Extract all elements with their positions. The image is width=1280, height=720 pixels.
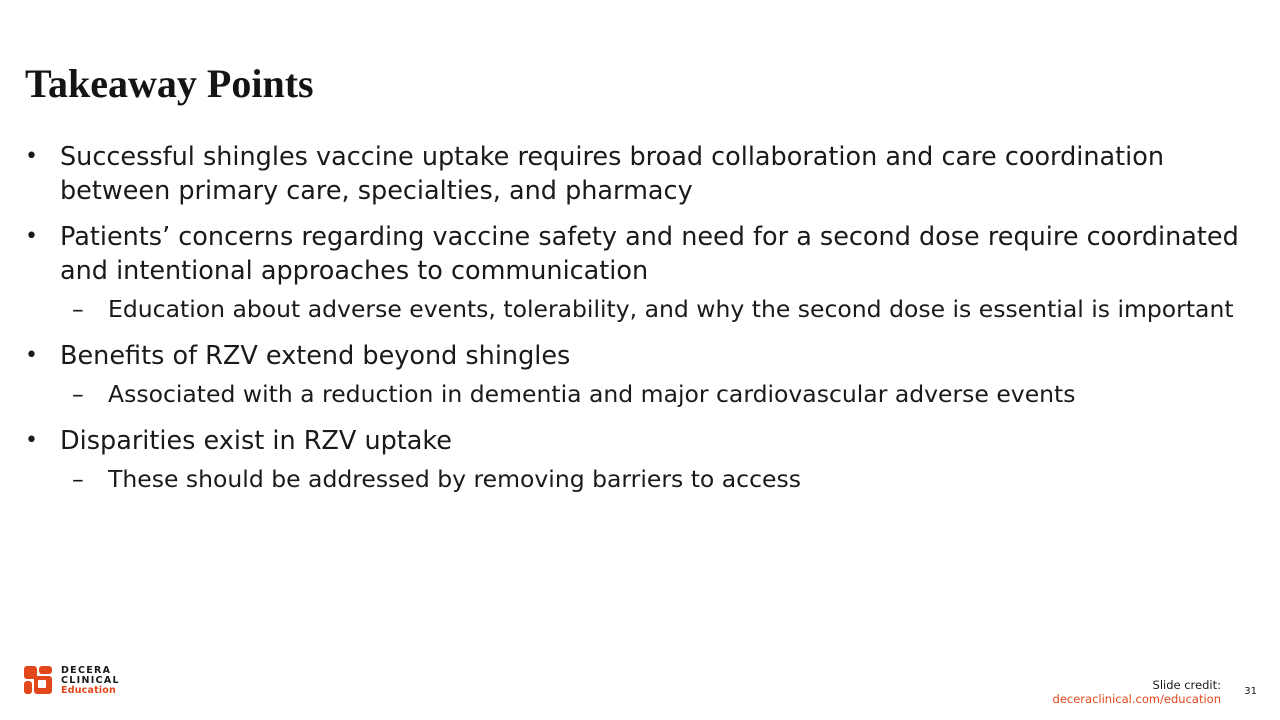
bullet-marker: •	[25, 144, 38, 169]
logo-line-education: Education	[61, 685, 116, 696]
bullet-item	[25, 339, 1255, 412]
sub-bullet-text: These should be addressed by removing barriers to access	[108, 465, 801, 493]
bullet-text: Disparities exist in RZV uptake	[60, 426, 452, 456]
sub-bullet-item	[60, 377, 1255, 412]
logo-line-clinical: CLINICAL	[61, 675, 120, 686]
sub-bullet-marker: –	[72, 295, 84, 323]
decera-clinical-logo	[24, 666, 154, 698]
sub-bullet-marker: –	[72, 465, 84, 493]
sub-bullet-marker: –	[72, 380, 84, 408]
bullet-item	[25, 424, 1255, 497]
logo-line-decera: DECERA	[61, 665, 112, 676]
sub-bullet-item	[60, 292, 1255, 327]
logo-wordmark	[61, 666, 120, 696]
bullet-text: Benefits of RZV extend beyond shingles	[60, 341, 571, 371]
sub-bullet-list	[60, 462, 1255, 497]
bullet-marker: •	[25, 343, 38, 368]
sub-bullet-item	[60, 462, 1255, 497]
sub-bullet-text: Associated with a reduction in dementia and major cardiovascular adverse events	[108, 380, 1076, 408]
bullet-text: Patients’ concerns regarding vaccine safety and need for a second dose require coordinated and intentional approaches to communication	[60, 222, 1239, 286]
slide-credit	[1053, 678, 1221, 706]
bullet-text: Successful shingles vaccine uptake requires broad collaboration and care coordination between primary care, specialties, and pharmacy	[60, 142, 1164, 206]
bullet-item	[25, 140, 1255, 208]
sub-bullet-list	[60, 377, 1255, 412]
sub-bullet-list	[60, 292, 1255, 327]
bullet-marker: •	[25, 428, 38, 453]
slide-credit-url[interactable]: deceraclinical.com/education	[1052, 692, 1221, 706]
page-number: 31	[1244, 686, 1257, 697]
bullet-item	[25, 220, 1255, 327]
sub-bullet-text: Education about adverse events, tolerability, and why the second dose is essential is important	[108, 295, 1234, 323]
takeaway-bullet-list	[25, 140, 1255, 509]
slide-title: Takeaway Points	[25, 61, 314, 106]
bullet-marker: •	[25, 224, 38, 249]
decera-logo-mark-icon	[24, 666, 54, 696]
slide-credit-label: Slide credit:	[1152, 678, 1221, 692]
